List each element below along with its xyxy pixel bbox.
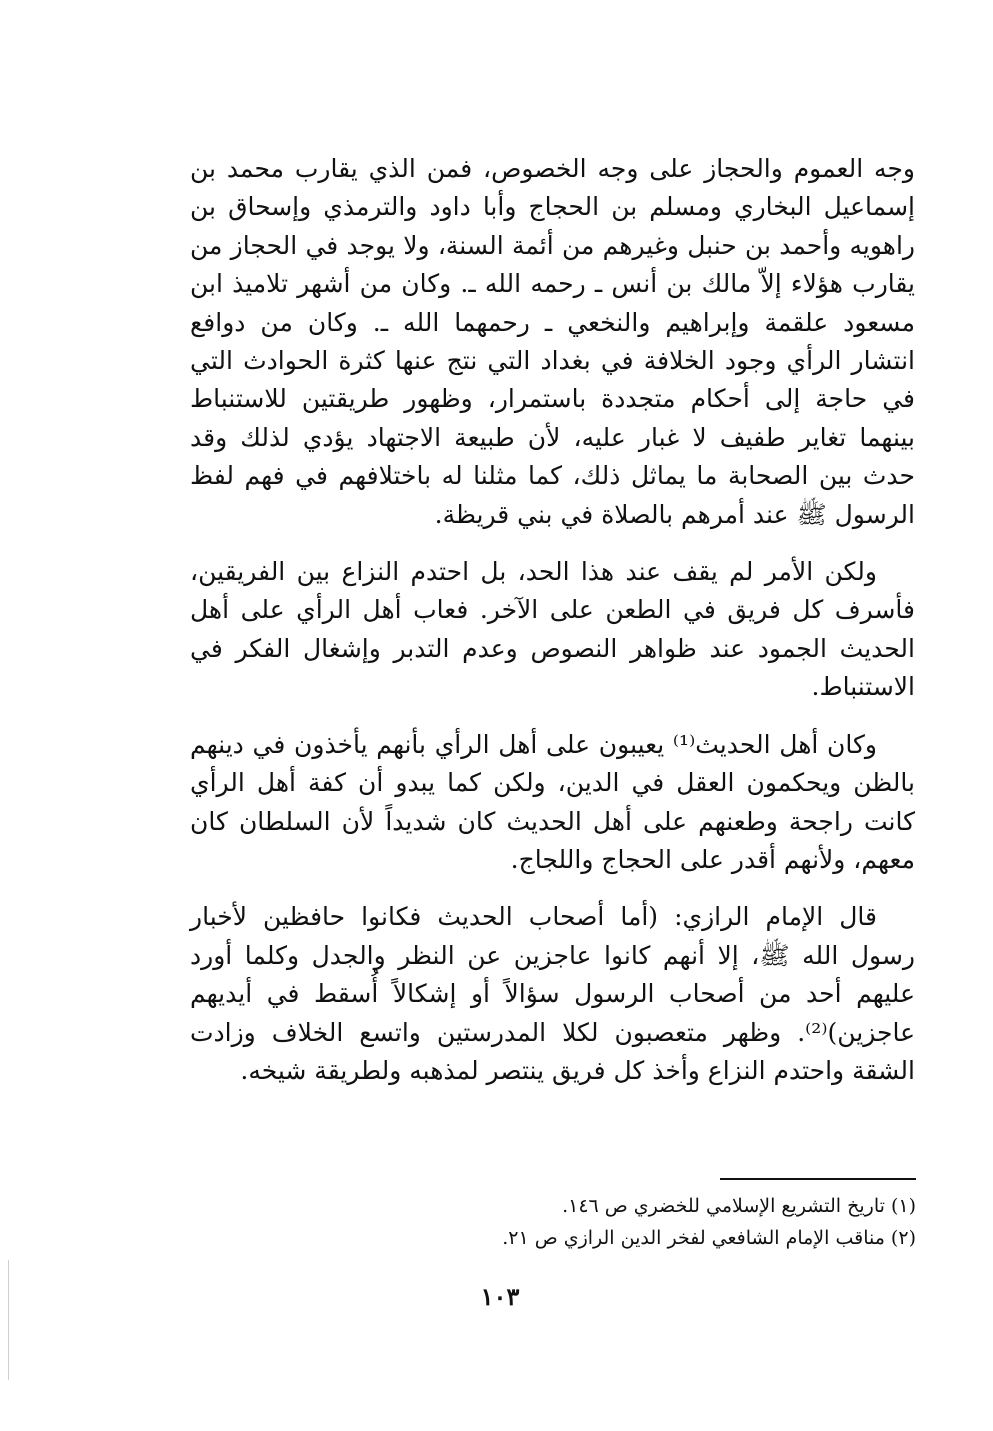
footnotes xyxy=(300,1190,916,1254)
scan-edge-line xyxy=(8,1260,9,1380)
main-text xyxy=(190,150,915,1090)
page-number: ١٠٣ xyxy=(480,1282,520,1311)
paragraph-4: قال الإمام الرازي: (أما أصحاب الحديث فكانوا حافظين لأخبار رسول الله ﷺ، إلا أنهم كانوا عاجزين عن النظر والجدل وكلما أورد عليهم أحد من أصحاب الرسول سؤالاً أو إشكالاً أُسقط في أيديهم عاجزين)⁽²⁾. وظهر متعصبون لكلا المدرستين واتسع الخلاف وزادت الشقة واحتدم النزاع وأخذ كل فريق ينتصر لمذهبه ولطريقة شيخه. xyxy=(190,902,915,1085)
footnote-2: (٢) مناقب الإمام الشافعي لفخر الدين الرازي ص ٢١. xyxy=(502,1227,916,1249)
paragraph-2: ولكن الأمر لم يقف عند هذا الحد، بل احتدم النزاع بين الفريقين، فأسرف كل فريق في الطعن على الآخر. فعاب أهل الرأي على أهل الحديث الجمود عند ظواهر النصوص وعدم التدبر وإشغال الفكر في الاستنباط. xyxy=(190,557,915,702)
paragraph-1: وجه العموم والحجاز على وجه الخصوص، فمن الذي يقارب محمد بن إسماعيل البخاري ومسلم بن الحجاج وأبا داود والترمذي وإسحاق بن راهويه وأحمد بن حنبل وغيرهم من أئمة السنة، ولا يوجد في الحجاز من يقارب هؤلاء إلاّ مالك بن أنس ـ رحمه الله ـ. وكان من أشهر تلاميذ ابن مسعود علقمة وإبراهيم والنخعي ـ رحمهما الله ـ. وكان من دوافع انتشار الرأي وجود الخلافة في بغداد التي نتج عنها كثرة الحوادث التي في حاجة إلى أحكام متجددة باستمرار، وظهور طريقتين للاستنباط بينهما تغاير طفيف لا غبار عليه، لأن طبيعة الاجتهاد يؤدي لذلك وقد حدث بين الصحابة ما يماثل ذلك، كما مثلنا له باختلافهم في فهم لفظ الرسول ﷺ عند أمرهم بالصلاة في بني قريظة. xyxy=(190,154,915,529)
footnote-1: (١) تاريخ التشريع الإسلامي للخضري ص ١٤٦. xyxy=(562,1195,916,1217)
paragraph-3: وكان أهل الحديث⁽¹⁾ يعيبون على أهل الرأي بأنهم يأخذون في دينهم بالظن ويحكمون العقل في الدين، ولكن كما يبدو أن كفة أهل الرأي كانت راجحة وطعنهم على أهل الحديث كان شديداً لأن السلطان كان معهم، ولأنهم أقدر على الحجاج واللجاج. xyxy=(190,729,915,874)
footnote-divider xyxy=(720,1178,916,1180)
